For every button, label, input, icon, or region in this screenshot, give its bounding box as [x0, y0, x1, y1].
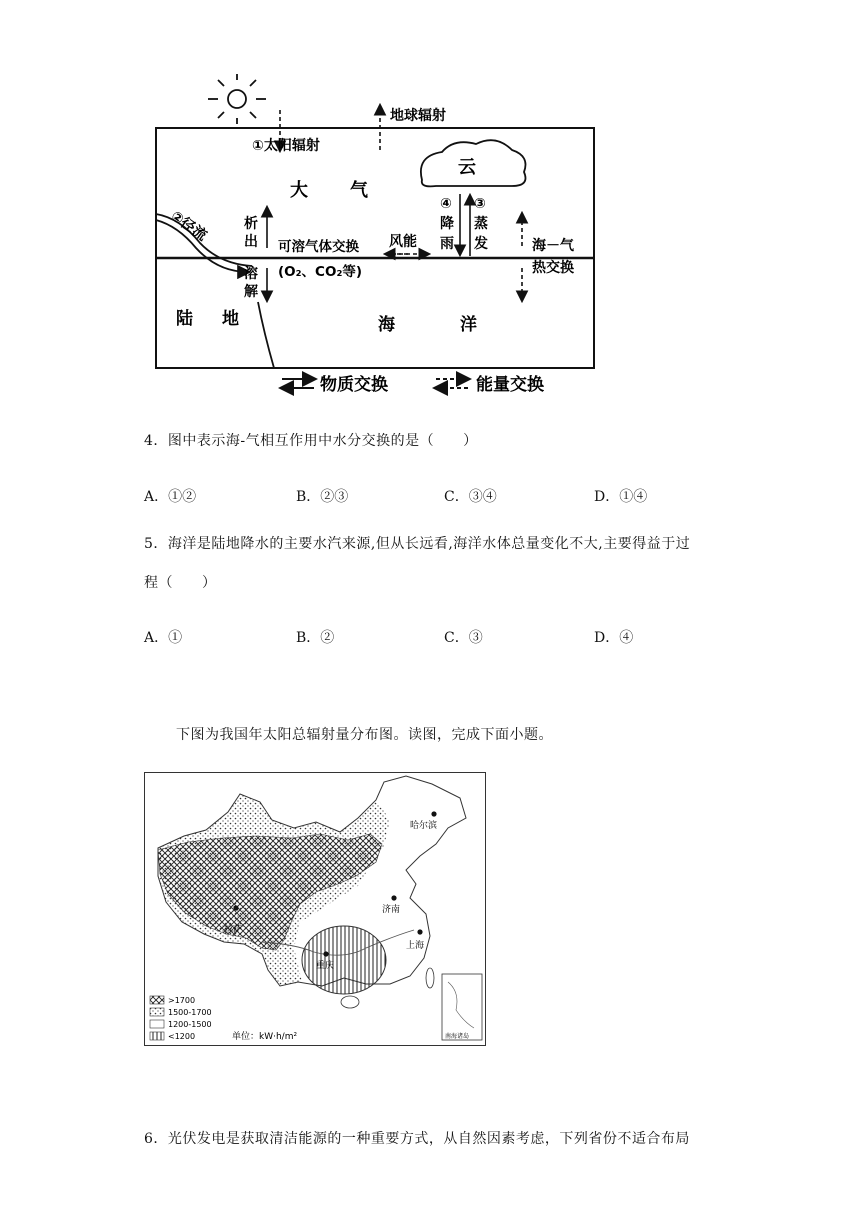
cloud-label: 云 — [458, 157, 476, 178]
legend-material-icon — [282, 379, 314, 388]
outgas-label-2: 出 — [244, 234, 258, 250]
ocean-label-2: 洋 — [460, 315, 477, 335]
evap-number: ③ — [474, 196, 486, 212]
ocean-label-1: 海 — [378, 315, 395, 335]
soluble-gas-label: 可溶气体交换 — [278, 239, 359, 255]
runoff-label: ②径流 — [167, 208, 210, 245]
question-4-stem: 4．图中表示海-气相互作用中水分交换的是（ ） — [144, 433, 478, 449]
q4-option-a[interactable]: A．①② — [144, 489, 197, 505]
q4-option-d[interactable]: D．①④ — [594, 489, 648, 505]
precip-label-1: 降 — [440, 216, 454, 232]
q4-option-b[interactable]: B．②③ — [296, 489, 349, 505]
city-shanghai: 上海 — [406, 941, 425, 951]
city-harbin: 哈尔滨 — [410, 821, 438, 831]
city-chongqing: 重庆 — [316, 961, 335, 971]
map-intro: 下图为我国年太阳总辐射量分布图。读图，完成下面小题。 — [176, 727, 553, 743]
precip-label-2: 雨 — [440, 236, 454, 252]
atmosphere-label-1: 大 — [290, 180, 308, 201]
dissolve-label-2: 解 — [244, 284, 258, 300]
land-label-1: 陆 — [176, 309, 193, 329]
legend-gt1700: >1700 — [168, 996, 196, 1005]
earth-radiation-label: 地球辐射 — [390, 108, 446, 124]
evap-label-1: 蒸 — [474, 216, 488, 232]
question-5-stem-line1: 5．海洋是陆地降水的主要水汽来源,但从长远看,海洋水体总量变化不大,主要得益于过 — [144, 536, 691, 552]
q4-option-c[interactable]: C．③④ — [444, 489, 497, 505]
legend-1500-1700: 1500-1700 — [168, 1008, 212, 1017]
land-label-2: 地 — [222, 309, 239, 329]
legend-energy-label: 能量交换 — [476, 375, 544, 395]
evap-label-2: 发 — [474, 236, 488, 252]
question-5-stem-line2: 程（ ） — [144, 575, 217, 591]
atmosphere-label-2: 气 — [350, 180, 368, 201]
q5-option-a[interactable]: A．① — [144, 630, 183, 646]
outgas-label-1: 析 — [244, 216, 258, 232]
solar-radiation-map — [144, 772, 486, 1046]
q5-option-b[interactable]: B．② — [296, 630, 335, 646]
legend-material-label: 物质交换 — [320, 375, 388, 395]
sun-icon — [208, 74, 266, 124]
heat-exchange-label: 热交换 — [532, 260, 574, 276]
dissolve-label-1: 溶 — [244, 266, 258, 282]
sea-air-label: 海－气 — [532, 238, 574, 254]
legend-energy-icon — [436, 379, 468, 388]
inset-label: 南海诸岛 — [445, 1033, 470, 1040]
map-unit: 单位：kW·h/m² — [232, 1032, 298, 1042]
gas-examples-label: (O₂、CO₂等) — [278, 264, 363, 280]
city-lhasa: 拉萨 — [224, 925, 243, 935]
sea-air-diagram — [140, 68, 610, 403]
q5-option-d[interactable]: D．④ — [594, 630, 634, 646]
question-6-stem: 6．光伏发电是获取清洁能源的一种重要方式，从自然因素考虑，下列省份不适合布局 — [144, 1131, 690, 1147]
q5-option-c[interactable]: C．③ — [444, 630, 483, 646]
legend-1200-1500: 1200-1500 — [168, 1020, 212, 1029]
precip-number: ④ — [440, 196, 452, 212]
legend-lt1200: <1200 — [168, 1032, 196, 1041]
solar-radiation-label: ①太阳辐射 — [252, 138, 320, 154]
wind-energy-label: 风能 — [389, 234, 417, 250]
city-jinan: 济南 — [382, 905, 401, 915]
